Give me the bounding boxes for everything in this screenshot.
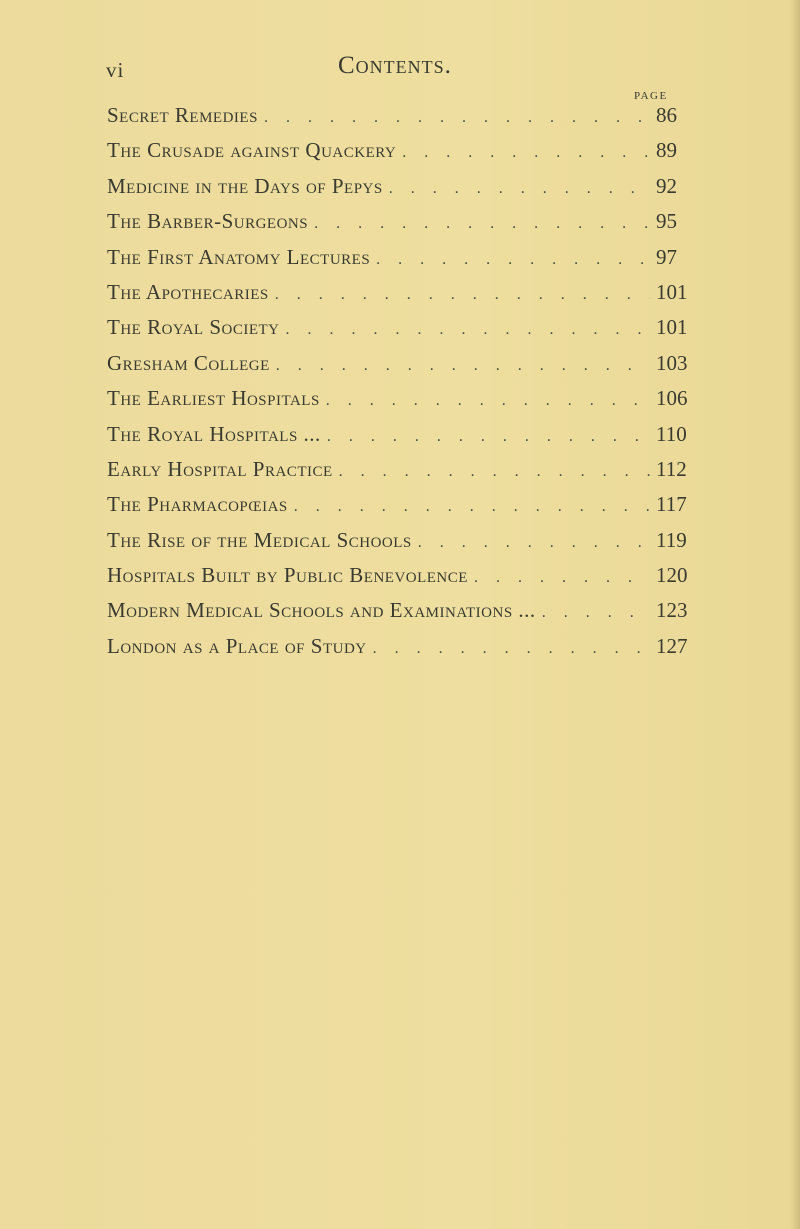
toc-entry-title: The Royal Hospitals ... — [107, 421, 321, 446]
page-column-label: PAGE — [634, 90, 668, 102]
dot-leader — [373, 640, 650, 658]
toc-entry-title: The Royal Society — [107, 315, 280, 340]
toc-entry — [107, 280, 692, 315]
toc-entry — [107, 351, 692, 386]
toc-entry-page: 89 — [656, 138, 677, 163]
toc-entry — [107, 528, 692, 563]
toc-entry-page: 101 — [656, 279, 688, 304]
dot-leader — [327, 428, 650, 446]
toc-entry — [107, 174, 692, 209]
dot-leader — [286, 321, 651, 339]
running-title: Contents. — [338, 52, 452, 79]
toc-entry-title: Secret Remedies — [107, 103, 258, 127]
toc-entry — [107, 422, 692, 457]
toc-entry — [107, 563, 692, 598]
toc-entry-page: 106 — [656, 386, 688, 411]
dot-leader — [389, 180, 650, 198]
toc-entry-page: 110 — [656, 421, 687, 446]
dot-leader — [264, 109, 650, 127]
toc-entry-page: 120 — [656, 563, 688, 588]
toc-entry-page: 119 — [656, 527, 687, 552]
toc-entry — [107, 598, 692, 633]
toc-entry-title: The First Anatomy Lectures — [107, 244, 371, 269]
toc-entry-title: The Apothecaries — [107, 279, 269, 304]
dot-leader — [294, 498, 650, 516]
toc-entry-page: 95 — [656, 209, 677, 234]
toc-entry — [107, 386, 692, 421]
page-number: vi — [106, 58, 125, 82]
dot-leader — [474, 569, 650, 587]
toc-entry-page: 101 — [656, 315, 688, 340]
toc-entry-title: Hospitals Built by Public Benevolence — [107, 563, 468, 588]
toc-entry-page: 86 — [656, 103, 677, 127]
toc-entry — [107, 245, 692, 280]
dot-leader — [418, 534, 650, 552]
dot-leader — [402, 144, 650, 162]
toc-entry-page: 92 — [656, 173, 677, 198]
toc-entry-title: The Rise of the Medical Schools — [107, 527, 412, 552]
table-of-contents — [107, 103, 692, 669]
dot-leader — [275, 286, 650, 304]
toc-entry-title: Early Hospital Practice — [107, 456, 333, 481]
dot-leader — [542, 604, 650, 622]
toc-entry-title: London as a Place of Study — [107, 633, 367, 658]
dot-leader — [339, 463, 650, 481]
toc-entry — [107, 315, 692, 350]
toc-entry — [107, 492, 692, 527]
toc-entry-title: The Earliest Hospitals — [107, 386, 320, 411]
dot-leader — [314, 215, 650, 233]
dot-leader — [326, 392, 650, 410]
toc-entry-page: 103 — [656, 350, 688, 375]
toc-entry — [107, 209, 692, 244]
toc-entry-title: The Barber-Surgeons — [107, 209, 309, 234]
toc-entry-title: Modern Medical Schools and Examinations ... — [107, 598, 536, 623]
toc-entry-page: 97 — [656, 244, 677, 269]
toc-entry-page: 127 — [656, 633, 688, 658]
toc-entry-page: 123 — [656, 598, 688, 623]
toc-entry-page: 112 — [656, 456, 687, 481]
toc-entry-title: The Pharmacopœias — [107, 492, 288, 517]
dot-leader — [276, 357, 650, 375]
dot-leader — [376, 251, 650, 269]
toc-entry-title: The Crusade against Quackery — [107, 138, 397, 163]
toc-entry — [107, 138, 692, 173]
page-header — [106, 52, 706, 88]
toc-entry-title: Gresham College — [107, 350, 270, 375]
toc-entry — [107, 634, 692, 669]
toc-entry — [107, 103, 692, 138]
page-edge-shadow — [790, 0, 800, 1229]
toc-entry — [107, 457, 692, 492]
toc-entry-title: Medicine in the Days of Pepys — [107, 173, 383, 198]
toc-entry-page: 117 — [656, 492, 687, 517]
